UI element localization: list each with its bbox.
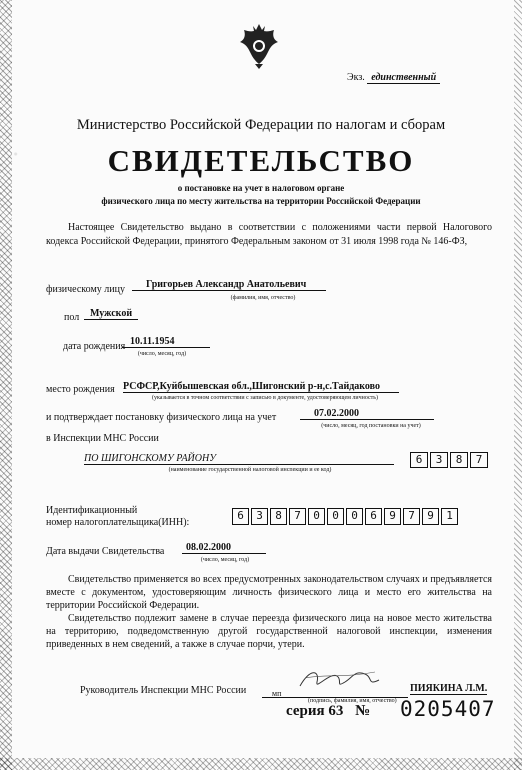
inn-digit: 6 <box>365 508 382 525</box>
copy-count <box>347 72 440 83</box>
usage-paragraph: Свидетельство применяется во всех предусмотренных законодательством случаях и предъявляется вместе с документом, удостоверяющим личность физического лица и место его жительства на территории Российской Федерации. <box>46 574 492 611</box>
person-name: Григорьев Александр Анатольевич <box>132 279 326 291</box>
code-digit: 8 <box>450 452 468 468</box>
inn-digit: 0 <box>346 508 363 525</box>
birth-place-value: РСФСР,Куйбышевская обл.,Шигонский р-н,с.Тайдаково <box>123 381 399 393</box>
number-label: № <box>355 703 371 719</box>
birth-date-value: 10.11.1954 <box>122 336 210 348</box>
code-digit: 3 <box>430 452 448 468</box>
sex-value: Мужской <box>84 308 138 320</box>
inn-digit: 9 <box>422 508 439 525</box>
head-label: Руководитель Инспекции МНС России <box>80 685 247 696</box>
copy-label: Экз. <box>347 72 365 83</box>
inspection-name: ПО ШИГОНСКОМУ РАЙОНУ <box>84 453 394 465</box>
inspection-caption: (наименование государственной налоговой инспекции и ее код) <box>168 467 332 473</box>
scan-edge-left <box>0 0 12 770</box>
inspection-label: в Инспекции МНС России <box>46 433 159 444</box>
issue-date-caption: (число, месяц, год) <box>200 557 250 563</box>
code-digit: 7 <box>470 452 488 468</box>
code-digit: 6 <box>410 452 428 468</box>
intro-paragraph: Настоящее Свидетельство выдано в соответствии с положениями части первой Налогового кодекса Российской Федерации, принятого Федеральным законом от 31 июля 1998 года № 146-ФЗ, <box>46 222 492 247</box>
document-title: СВИДЕТЕЛЬСТВО <box>107 143 415 178</box>
inn-digit: 9 <box>384 508 401 525</box>
inn-label-line-2: номер налогоплательщика(ИНН): <box>46 517 190 528</box>
subtitle-line-1: о постановке на учет в налоговом органе <box>177 183 345 193</box>
signer-name: ПИЯКИНА Л.М. <box>410 683 488 694</box>
inn-digit: 1 <box>441 508 458 525</box>
birth-date-caption: (число, месяц, год) <box>137 351 187 357</box>
coat-of-arms-icon <box>238 22 280 70</box>
certificate-number: 0205407 <box>400 697 496 721</box>
series-block <box>286 703 370 720</box>
replacement-paragraph: Свидетельство подлежит замене в случае переезда физического лица на новое место жительства на территорию, подведомственную другой государственной налоговой инспекции, изменения приведенных в нем сведений, а также в случае порчи, утери. <box>46 613 492 650</box>
person-caption: (фамилия, имя, отчество) <box>230 295 296 301</box>
inn-label-line-1: Идентификационный <box>46 505 138 516</box>
series-value: 63 <box>328 703 344 719</box>
birth-place-label: место рождения <box>46 384 115 395</box>
scan-edge-bottom <box>0 758 522 770</box>
registration-caption: (число, месяц, год постановки на учет) <box>321 423 421 429</box>
sex-label: пол <box>64 312 80 323</box>
person-label: физическому лицу <box>46 284 125 295</box>
subtitle-line-2: физического лица по месту жительства на территории Российской Федерации <box>101 196 421 206</box>
signature-image <box>295 658 385 698</box>
birth-place-caption: (указывается в точном соответствии с записью в документе, удостоверяющем личность) <box>151 395 379 401</box>
stamp-place-label: мп <box>272 689 282 698</box>
inn-digit: 7 <box>403 508 420 525</box>
issue-date-label: Дата выдачи Свидетельства <box>46 546 165 557</box>
copy-value: единственный <box>367 72 440 84</box>
inn-digit: 3 <box>251 508 268 525</box>
scan-edge-right <box>514 0 522 770</box>
inn-digit: 0 <box>327 508 344 525</box>
signature-caption: (подпись, фамилия, имя, отчество) <box>308 698 397 704</box>
birth-date-label: дата рождения <box>63 341 126 352</box>
inn-digit: 7 <box>289 508 306 525</box>
registration-label: и подтверждает постановку физического лица на учет <box>46 412 277 423</box>
inn-digits <box>232 508 460 525</box>
ministry-name: Министерство Российской Федерации по налогам и сборам <box>76 117 446 133</box>
inn-digit: 8 <box>270 508 287 525</box>
registration-date: 07.02.2000 <box>300 408 434 420</box>
inn-digit: 6 <box>232 508 249 525</box>
inn-digit: 0 <box>308 508 325 525</box>
issue-date-value: 08.02.2000 <box>182 542 266 554</box>
inspection-code <box>410 452 490 468</box>
series-label: серия <box>286 703 325 719</box>
